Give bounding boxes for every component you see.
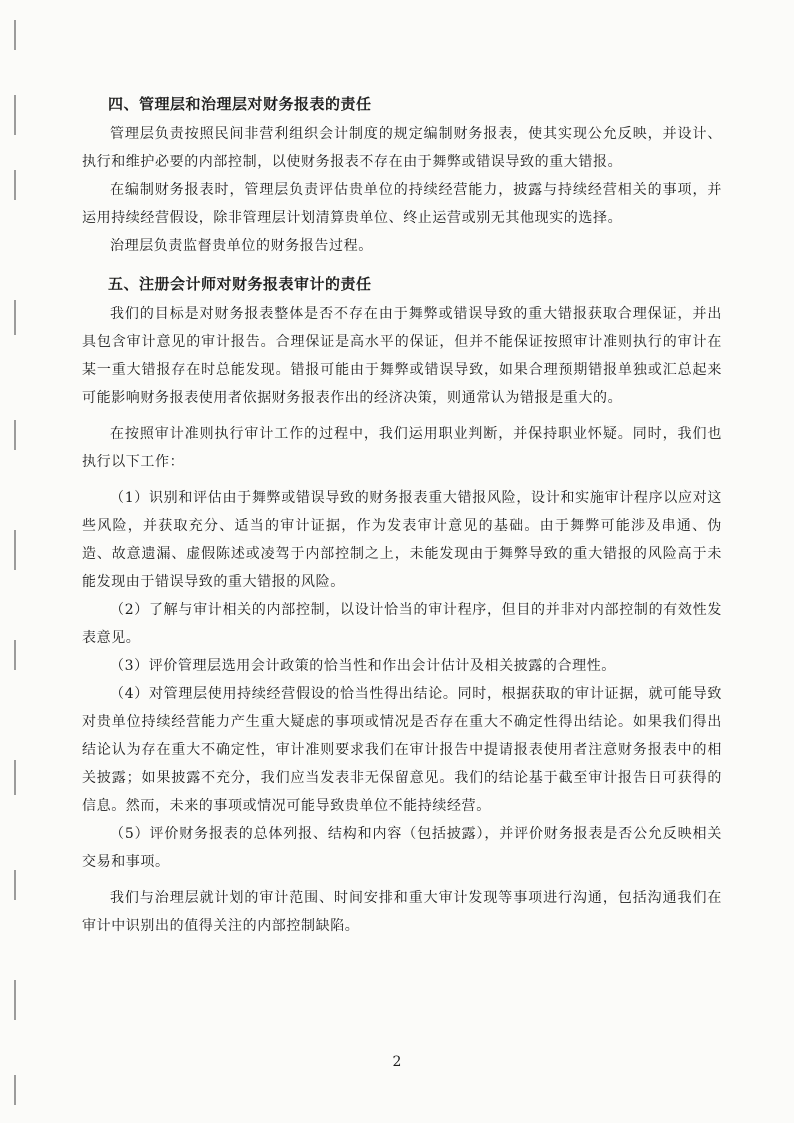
section-heading: 五、注册会计师对财务报表审计的责任 — [108, 275, 372, 293]
list-item: （3）评价管理层选用会计政策的恰当性和作出会计估计及相关披露的合理性。 — [110, 658, 616, 674]
binding-margin — [8, 0, 24, 1123]
list-item: （5）评价财务报表的总体列报、结构和内容（包括披露），并评价财务报表是否公允反映相关交易和事项。 — [82, 826, 722, 870]
page-number: 2 — [392, 1054, 402, 1070]
document-page — [82, 92, 722, 940]
section-heading: 四、管理层和治理层对财务报表的责任 — [108, 95, 372, 113]
list-item: （2）了解与审计相关的内部控制，以设计恰当的审计程序，但目的并非对内部控制的有效性发表意见。 — [82, 602, 722, 646]
paragraph: 管理层负责按照民间非营利组织会计制度的规定编制财务报表，使其实现公允反映，并设计、执行和维护必要的内部控制，以使财务报表不存在由于舞弊或错误导致的重大错报。 — [82, 126, 722, 170]
paragraph: 治理层负责监督贵单位的财务报告过程。 — [110, 238, 373, 254]
section-auditor-responsibility — [82, 272, 722, 940]
list-item: （4）对管理层使用持续经营假设的恰当性得出结论。同时，根据获取的审计证据，就可能导致对贵单位持续经营能力产生重大疑虑的事项或情况是否存在重大不确定性得出结论。如果我们得出结论认为存在重大不确定性，审计准则要求我们在审计报告中提请报表使用者注意财务报表中的相关披露；如果披露不充分，我们应当发表非无保留意见。我们的结论基于截至审计报告日可获得的信息。然而，未来的事项或情况可能导致贵单位不能持续经营。 — [82, 686, 722, 814]
paragraph: 我们的目标是对财务报表整体是否不存在由于舞弊或错误导致的重大错报获取合理保证，并出具包含审计意见的审计报告。合理保证是高水平的保证，但并不能保证按照审计准则执行的审计在某一重大错报存在时总能发现。错报可能由于舞弊或错误导致，如果合理预期错报单独或汇总起来可能影响财务报表使用者依据财务报表作出的经济决策，则通常认为错报是重大的。 — [82, 306, 722, 406]
paragraph: 我们与治理层就计划的审计范围、时间安排和重大审计发现等事项进行沟通，包括沟通我们在审计中识别出的值得关注的内部控制缺陷。 — [82, 890, 722, 934]
section-management-responsibility — [82, 92, 722, 260]
paragraph: 在按照审计准则执行审计工作的过程中，我们运用职业判断，并保持职业怀疑。同时，我们也执行以下工作： — [82, 426, 722, 470]
list-item: （1）识别和评估由于舞弊或错误导致的财务报表重大错报风险，设计和实施审计程序以应对这些风险，并获取充分、适当的审计证据，作为发表审计意见的基础。由于舞弊可能涉及串通、伪造、故意遗漏、虚假陈述或凌驾于内部控制之上，未能发现由于舞弊导致的重大错报的风险高于未能发现由于错误导致的重大错报的风险。 — [82, 490, 722, 590]
paragraph: 在编制财务报表时，管理层负责评估贵单位的持续经营能力，披露与持续经营相关的事项，并运用持续经营假设，除非管理层计划清算贵单位、终止运营或别无其他现实的选择。 — [82, 182, 722, 226]
